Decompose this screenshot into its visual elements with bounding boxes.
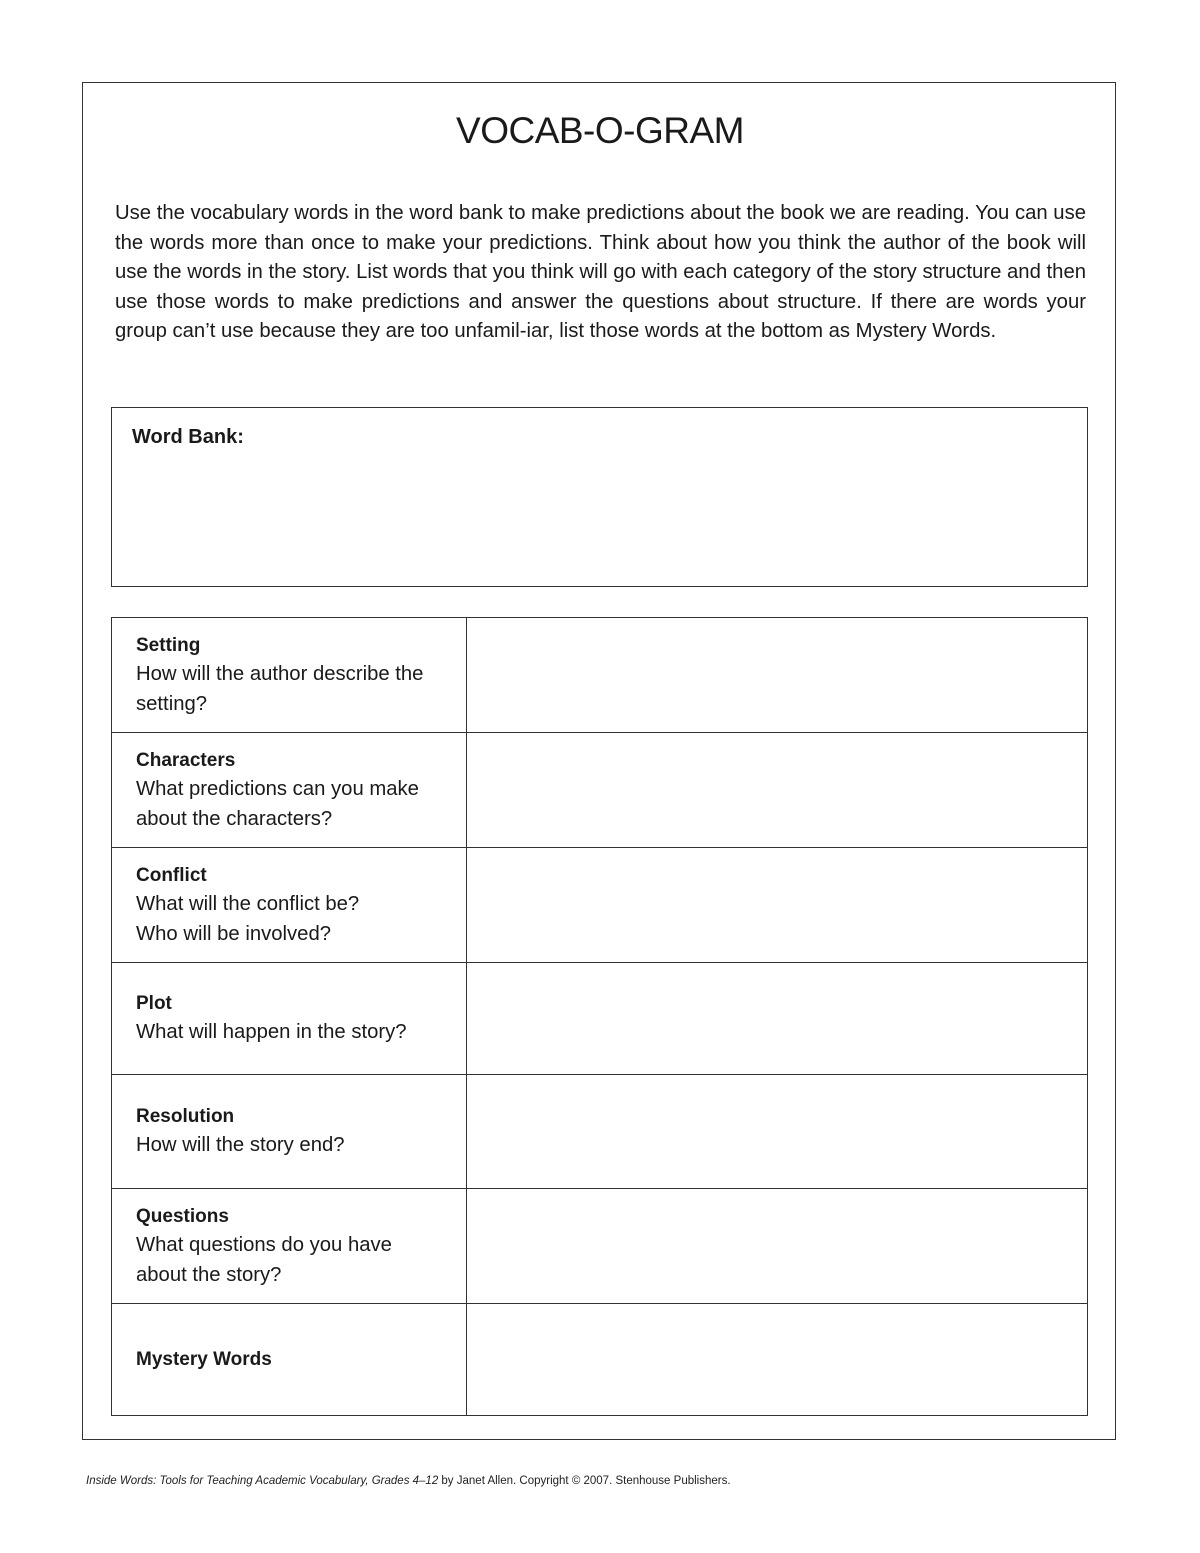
setting-label-cell (112, 618, 467, 733)
plot-question: What will happen in the story? (136, 1021, 407, 1044)
plot-heading: Plot (136, 993, 172, 1015)
conflict-heading: Conflict (136, 864, 207, 886)
table-row-characters (112, 733, 1088, 848)
table-row-conflict (112, 848, 1088, 963)
conflict-question: What will the conflict be? Who will be involved? (136, 892, 360, 945)
setting-heading: Setting (136, 634, 201, 656)
footer-credit: by Janet Allen. Copyright © 2007. Stenhouse Publishers. (438, 1475, 731, 1487)
story-structure-table (111, 617, 1088, 1416)
resolution-heading: Resolution (136, 1106, 235, 1128)
copyright-footer (86, 1475, 731, 1487)
mystery-words-answer-cell[interactable] (467, 1304, 1088, 1416)
questions-heading: Questions (136, 1205, 229, 1227)
setting-question: How will the author describe the setting? (136, 662, 424, 715)
mystery-words-heading: Mystery Words (136, 1349, 272, 1370)
word-bank-label: Word Bank: (132, 426, 244, 448)
resolution-answer-cell[interactable] (467, 1075, 1088, 1189)
questions-question: What questions do you have about the story? (136, 1233, 392, 1286)
questions-label-cell (112, 1189, 467, 1304)
page-title: VOCAB-O-GRAM (456, 110, 744, 151)
characters-label-cell (112, 733, 467, 848)
instructions-paragraph: Use the vocabulary words in the word bank to make predictions about the book we are reading. You can use the words more than once to make your predictions. Think about how you think the author of the book will use the words in the story. List words that you think will go with each category of the story structure and then use those words to make predictions and answer the questions about structure. If there are words your group can’t use because they are too unfamil-iar, list those words at the bottom as Mystery Words. (115, 202, 1086, 343)
mystery-words-label-cell (112, 1304, 467, 1416)
characters-question: What predictions can you make about the characters? (136, 777, 419, 830)
conflict-answer-cell[interactable] (467, 848, 1088, 963)
table-row-mystery-words (112, 1304, 1088, 1416)
footer-book-title: Inside Words: Tools for Teaching Academic Vocabulary, Grades 4–12 (86, 1475, 439, 1487)
resolution-question: How will the story end? (136, 1134, 345, 1157)
plot-answer-cell[interactable] (467, 963, 1088, 1075)
plot-label-cell (112, 963, 467, 1075)
setting-answer-cell[interactable] (467, 618, 1088, 733)
characters-heading: Characters (136, 749, 236, 771)
characters-answer-cell[interactable] (467, 733, 1088, 848)
table-row-resolution (112, 1075, 1088, 1189)
table-row-plot (112, 963, 1088, 1075)
table-row-questions (112, 1189, 1088, 1304)
table-row-setting (112, 618, 1088, 733)
word-bank-box[interactable] (111, 407, 1088, 587)
questions-answer-cell[interactable] (467, 1189, 1088, 1304)
conflict-label-cell (112, 848, 467, 963)
resolution-label-cell (112, 1075, 467, 1189)
